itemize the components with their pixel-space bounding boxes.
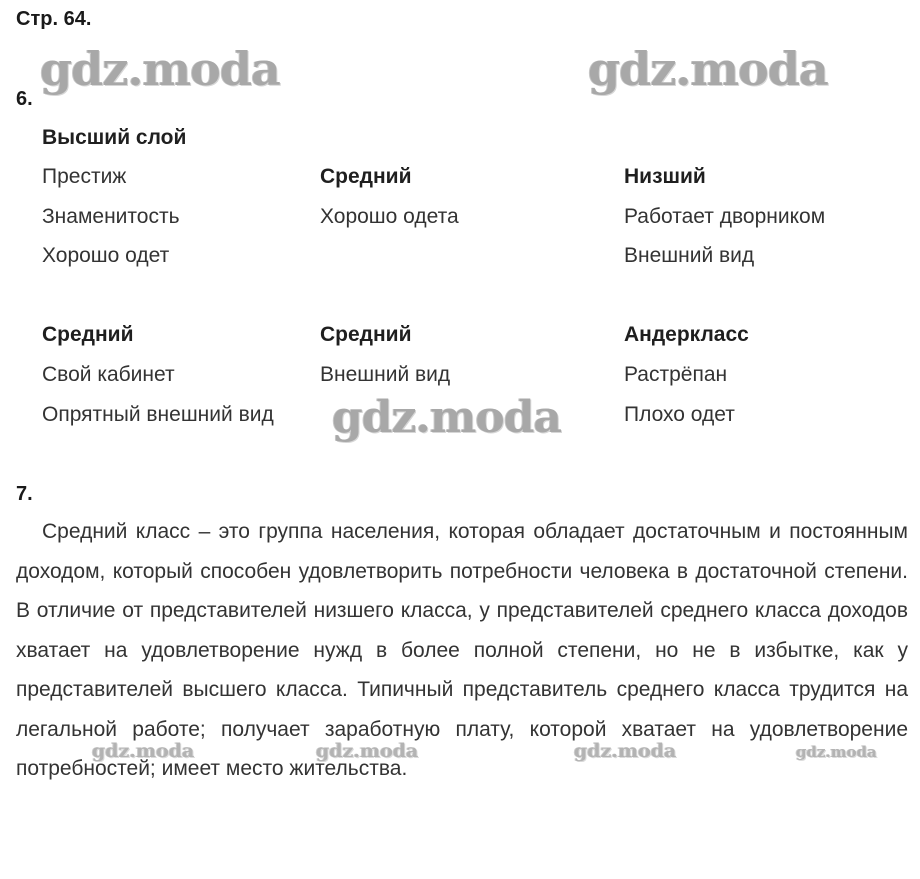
column-2-item: Внешний вид bbox=[320, 363, 451, 386]
column-2-item: Хорошо одета bbox=[320, 205, 459, 228]
column-1-item: Свой кабинет bbox=[42, 363, 175, 386]
column-3-heading-1: Низший bbox=[624, 165, 706, 188]
watermark: gdz.moda bbox=[332, 392, 562, 443]
watermark: gdz.moda bbox=[796, 743, 877, 761]
column-3-item: Работает дворником bbox=[624, 205, 826, 228]
watermark: gdz.moda bbox=[92, 740, 195, 762]
watermark: gdz.moda bbox=[574, 740, 677, 762]
column-1-item: Хорошо одет bbox=[42, 244, 170, 267]
task-7-number: 7. bbox=[16, 483, 33, 505]
watermark: gdz.moda bbox=[316, 740, 419, 762]
column-2-heading-1: Средний bbox=[320, 165, 412, 188]
watermark: gdz.moda bbox=[40, 42, 280, 96]
task-6-number: 6. bbox=[16, 88, 33, 110]
page-reference: Стр. 64. bbox=[16, 8, 92, 30]
column-1-item: Опрятный внешний вид bbox=[42, 403, 274, 426]
column-3-item: Внешний вид bbox=[624, 244, 755, 267]
column-1-item: Знаменитость bbox=[42, 205, 180, 228]
task-7-answer-text: Средний класс – это группа населения, которая обладает достаточным и постоянным доходом, который способен удовлетворить потребности человека в достаточной степени. В отличие от представителей низшего класса, у представителей среднего класса доходов хватает на удовлетворение нужд в более полной степени, но не в избытке, как у представителей высшего класса. Типичный представитель среднего класса трудится на легальной работе; получает заработную плату, которой хватает на удовлетворение потребностей; имеет место жительства. bbox=[16, 520, 908, 780]
column-1-heading-1: Высший слой bbox=[42, 126, 187, 149]
column-1-item: Престиж bbox=[42, 165, 127, 188]
column-2-heading-2: Средний bbox=[320, 323, 412, 346]
column-3-heading-2: Андеркласс bbox=[624, 323, 749, 346]
column-3-item: Плохо одет bbox=[624, 403, 735, 426]
column-1-heading-2: Средний bbox=[42, 323, 134, 346]
watermark: gdz.moda bbox=[588, 42, 828, 96]
column-3-item: Растрёпан bbox=[624, 363, 728, 386]
